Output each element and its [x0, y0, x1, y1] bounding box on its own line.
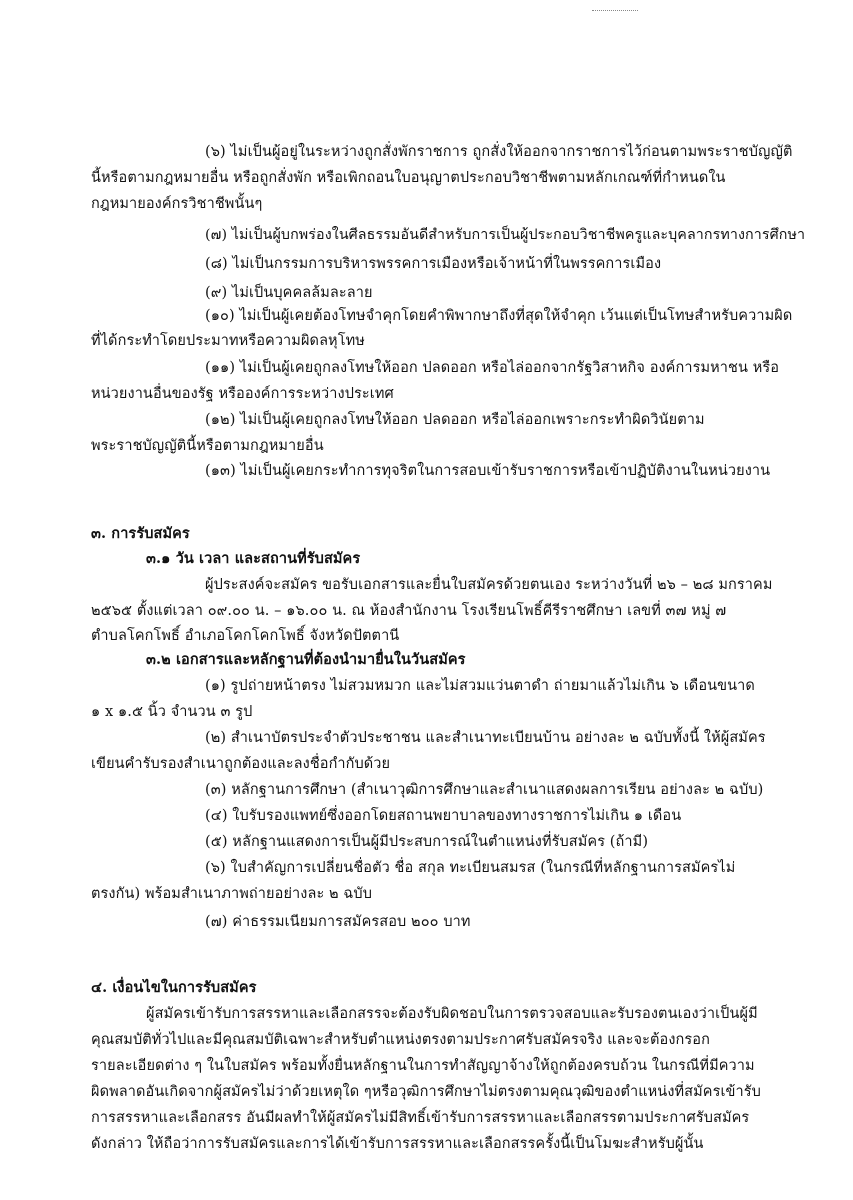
section-4-line-2: คุณสมบัติทั่วไปและมีคุณสมบัติเฉพาะสำหรับตำแหน่งตรงตามประกาศรับสมัครจริง และจะต้องกรอก [91, 1032, 710, 1048]
section-4-line-3: รายละเอียดต่าง ๆ ในใบสมัคร พร้อมทั้งยื่นหลักฐานในการทำสัญญาจ้างให้ถูกต้องครบถ้วน ในกรณีที่มีความ [91, 1058, 755, 1074]
qualification-11-line-2: หน่วยงานอื่นของรัฐ หรือองค์การระหว่างประเทศ [91, 386, 394, 402]
section-3-1-line-3: ตำบลโคกโพธิ์ อำเภอโคกโคกโพธิ์ จังหวัดปัตตานี [91, 628, 400, 644]
section-4-line-5: การสรรหาและเลือกสรร อันมีผลทำให้ผู้สมัครไม่มีสิทธิ์เข้ารับการสรรหาและเลือกสรรตามประกาศรับสมัคร [91, 1110, 750, 1126]
qualification-7: (๗) ไม่เป็นผู้บกพร่องในศีลธรรมอันดีสำหรับการเป็นผู้ประกอบวิชาชีพครูและบุคลากรทางการศึกษา [205, 227, 806, 243]
qualification-11-line-1: (๑๑) ไม่เป็นผู้เคยถูกลงโทษให้ออก ปลดออก หรือไล่ออกจากรัฐวิสาหกิจ องค์การมหาชน หรือ [205, 360, 780, 376]
section-3-heading: ๓. การรับสมัคร [91, 525, 190, 542]
document-1-line-2: ๑ x ๑.๕ นิ้ว จำนวน ๓ รูป [91, 704, 253, 720]
section-3-1-line-1: ผู้ประสงค์จะสมัคร ขอรับเอกสารและยื่นใบสมัครด้วยตนเอง ระหว่างวันที่ ๒๖ – ๒๘ มกราคม [205, 577, 773, 593]
document-1-line-1: (๑) รูปถ่ายหน้าตรง ไม่สวมหมวก และไม่สวมแว่นตาดำ ถ่ายมาแล้วไม่เกิน ๖ เดือนขนาด [205, 678, 755, 694]
section-3-2-heading: ๓.๒ เอกสารและหลักฐานที่ต้องนำมายื่นในวันสมัคร [146, 651, 466, 668]
section-4-line-1: ผู้สมัครเข้ารับการสรรหาและเลือกสรรจะต้องรับผิดชอบในการตรวจสอบและรับรองตนเองว่าเป็นผู้มี [146, 1006, 758, 1022]
qualification-13: (๑๓) ไม่เป็นผู้เคยกระทำการทุจริตในการสอบเข้ารับราชการหรือเข้าปฏิบัติงานในหน่วยงาน [205, 463, 771, 479]
qualification-6-line-2: นี้หรือตามกฎหมายอื่น หรือถูกสั่งพัก หรือเพิกถอนใบอนุญาตประกอบวิชาชีพตามหลักเกณฑ์ที่กำหนดใน [91, 170, 726, 186]
document-6-line-1: (๖) ใบสำคัญการเปลี่ยนชื่อตัว ชื่อ สกุล ทะเบียนสมรส (ในกรณีที่หลักฐานการสมัครไม่ [205, 860, 736, 876]
document-2-line-2: เขียนคำรับรองสำเนาถูกต้องและลงชื่อกำกับด้วย [91, 756, 391, 772]
qualification-9: (๙) ไม่เป็นบุคคลล้มละลาย [205, 285, 373, 301]
qualification-12-line-2: พระราชบัญญัตินี้หรือตามกฎหมายอื่น [91, 438, 324, 454]
document-6-line-2: ตรงกัน) พร้อมสำเนาภาพถ่ายอย่างละ ๒ ฉบับ [91, 886, 372, 902]
document-7-fee: (๗) ค่าธรรมเนียมการสมัครสอบ ๒๐๐ บาท [205, 914, 471, 930]
document-4: (๔) ใบรับรองแพทย์ซึ่งออกโดยสถานพยาบาลของทางราชการไม่เกิน ๑ เดือน [205, 808, 682, 824]
document-2-line-1: (๒) สำเนาบัตรประจำตัวประชาชน และสำเนาทะเบียนบ้าน อย่างละ ๒ ฉบับทั้งนี้ ให้ผู้สมัคร [205, 730, 766, 746]
page-number-mark [592, 0, 638, 11]
qualification-6-line-1: (๖) ไม่เป็นผู้อยู่ในระหว่างถูกสั่งพักราชการ ถูกสั่งให้ออกจากราชการไว้ก่อนตามพระราชบัญญัติ [205, 144, 793, 160]
document-5: (๕) หลักฐานแสดงการเป็นผู้มีประสบการณ์ในตำแหน่งที่รับสมัคร (ถ้ามี) [205, 834, 649, 850]
section-3-1-heading: ๓.๑ วัน เวลา และสถานที่รับสมัคร [146, 550, 361, 567]
section-4-heading: ๔. เงื่อนไขในการรับสมัคร [91, 979, 257, 996]
section-4-line-6: ดังกล่าว ให้ถือว่าการรับสมัครและการได้เข้ารับการสรรหาและเลือกสรรครั้งนี้เป็นโมฆะสำหรับผู้นั้น [91, 1136, 704, 1152]
qualification-10-line-1: (๑๐) ไม่เป็นผู้เคยต้องโทษจำคุกโดยคำพิพากษาถึงที่สุดให้จำคุก เว้นแต่เป็นโทษสำหรับความผิด [205, 308, 793, 324]
qualification-6-line-3: กฎหมายองค์กรวิชาชีพนั้นๆ [91, 196, 263, 212]
document-3: (๓) หลักฐานการศึกษา (สำเนาวุฒิการศึกษาและสำเนาแสดงผลการเรียน อย่างละ ๒ ฉบับ) [205, 782, 764, 798]
qualification-8: (๘) ไม่เป็นกรรมการบริหารพรรคการเมืองหรือเจ้าหน้าที่ในพรรคการเมือง [205, 256, 662, 272]
section-4-line-4: ผิดพลาดอันเกิดจากผู้สมัครไม่ว่าด้วยเหตุใด ๆหรือวุฒิการศึกษาไม่ตรงตามคุณวุฒิของตำแหน่งที่สมัครเข้ารับ [91, 1084, 761, 1100]
qualification-10-line-2: ที่ได้กระทำโดยประมาทหรือความผิดลหุโทษ [91, 333, 365, 349]
section-3-1-line-2: ๒๕๖๕ ตั้งแต่เวลา ๐๙.๐๐ น. – ๑๖.๐๐ น. ณ ห้องสำนักงาน โรงเรียนโพธิ์คีรีราชศึกษา เลขที่ ๓๗ หมู่ ๗ [91, 603, 727, 619]
qualification-12-line-1: (๑๒) ไม่เป็นผู้เคยถูกลงโทษให้ออก ปลดออก หรือไล่ออกเพราะกระทำผิดวินัยตาม [205, 412, 705, 428]
